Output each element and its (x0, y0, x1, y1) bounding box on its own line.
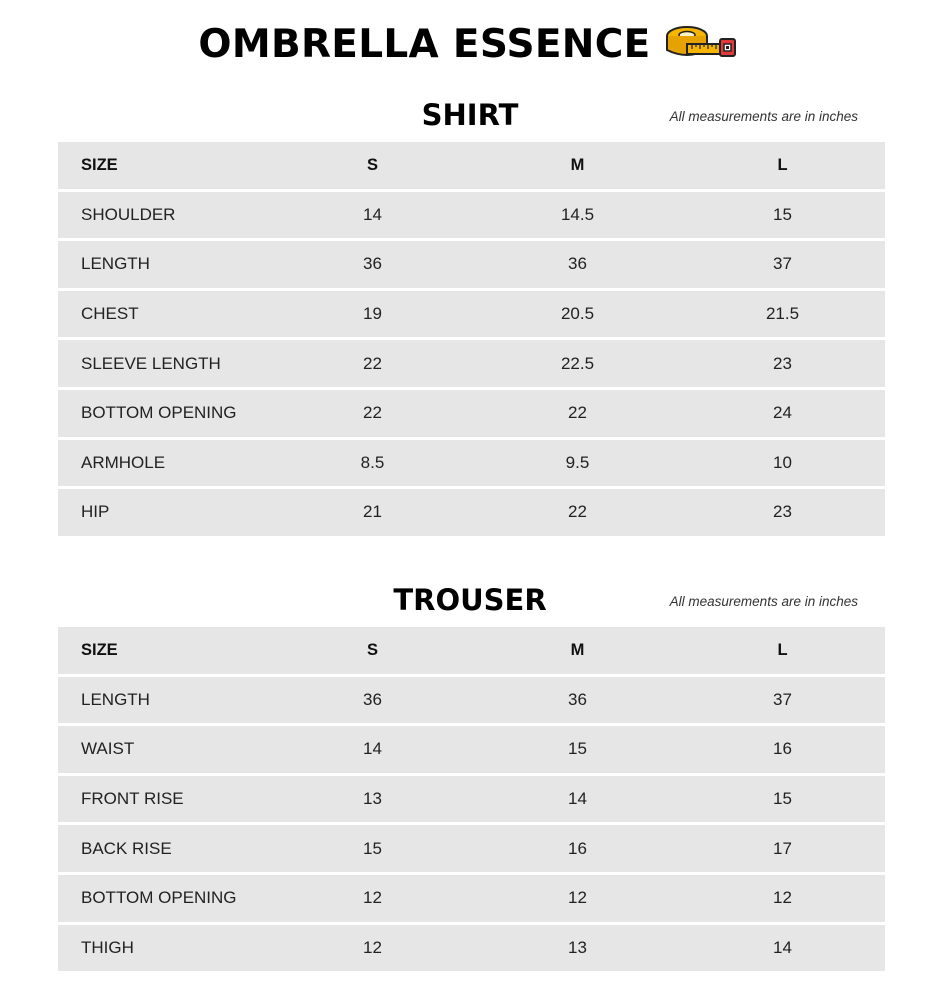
table-row (58, 440, 885, 487)
measurement-label: BOTTOM OPENING (58, 875, 270, 922)
size-value: 22 (475, 390, 680, 437)
table-row (58, 726, 885, 773)
size-value: 21.5 (680, 291, 885, 338)
size-value: 9.5 (475, 440, 680, 487)
size-value: 23 (680, 340, 885, 387)
table-row (58, 489, 885, 536)
size-value: 12 (270, 875, 475, 922)
header-cell: M (475, 142, 680, 189)
measurement-label: HIP (58, 489, 270, 536)
size-value: 36 (475, 677, 680, 724)
size-value: 22 (270, 340, 475, 387)
table-row (58, 390, 885, 437)
size-value: 23 (680, 489, 885, 536)
page-title: OMBRELLA ESSENCE (198, 21, 651, 67)
size-value: 36 (270, 677, 475, 724)
header-cell: L (680, 142, 885, 189)
header-cell: M (475, 627, 680, 674)
measurement-label: CHEST (58, 291, 270, 338)
table-header-row (58, 627, 885, 674)
measurement-label: FRONT RISE (58, 776, 270, 823)
measurement-label: WAIST (58, 726, 270, 773)
size-value: 13 (270, 776, 475, 823)
measurement-label: SHOULDER (58, 192, 270, 239)
size-value: 14 (680, 925, 885, 972)
shirt-section-header (58, 98, 885, 142)
size-value: 22 (475, 489, 680, 536)
table-row (58, 192, 885, 239)
measurement-label: LENGTH (58, 241, 270, 288)
size-value: 16 (680, 726, 885, 773)
size-value: 24 (680, 390, 885, 437)
size-value: 12 (475, 875, 680, 922)
size-value: 21 (270, 489, 475, 536)
table-row (58, 825, 885, 872)
size-value: 14 (475, 776, 680, 823)
table-row (58, 925, 885, 972)
size-value: 22.5 (475, 340, 680, 387)
table-row (58, 875, 885, 922)
size-value: 13 (475, 925, 680, 972)
table-row (58, 677, 885, 724)
shirt-size-section (58, 98, 885, 539)
size-value: 19 (270, 291, 475, 338)
header-cell: L (680, 627, 885, 674)
size-value: 12 (680, 875, 885, 922)
size-value: 36 (475, 241, 680, 288)
shirt-units-note: All measurements are in inches (669, 109, 858, 124)
shirt-title: SHIRT (421, 98, 519, 132)
measurement-label: THIGH (58, 925, 270, 972)
size-value: 15 (475, 726, 680, 773)
size-value: 22 (270, 390, 475, 437)
measurement-label: LENGTH (58, 677, 270, 724)
size-value: 15 (680, 192, 885, 239)
header-cell: S (270, 627, 475, 674)
size-value: 10 (680, 440, 885, 487)
measurement-label: BACK RISE (58, 825, 270, 872)
measurement-label: BOTTOM OPENING (58, 390, 270, 437)
measuring-tape-icon (665, 24, 737, 64)
table-row (58, 291, 885, 338)
trouser-section-header (58, 583, 885, 627)
size-value: 15 (680, 776, 885, 823)
trouser-size-section (58, 583, 885, 974)
size-value: 20.5 (475, 291, 680, 338)
size-value: 14 (270, 726, 475, 773)
shirt-size-table (58, 139, 885, 539)
size-value: 16 (475, 825, 680, 872)
size-value: 14 (270, 192, 475, 239)
table-row (58, 776, 885, 823)
table-row (58, 241, 885, 288)
header-cell: SIZE (58, 142, 270, 189)
size-value: 17 (680, 825, 885, 872)
measurement-label: SLEEVE LENGTH (58, 340, 270, 387)
trouser-title: TROUSER (393, 583, 547, 617)
size-value: 12 (270, 925, 475, 972)
size-value: 37 (680, 241, 885, 288)
size-value: 15 (270, 825, 475, 872)
size-value: 37 (680, 677, 885, 724)
trouser-size-table (58, 624, 885, 974)
measurement-label: ARMHOLE (58, 440, 270, 487)
trouser-units-note: All measurements are in inches (669, 594, 858, 609)
header-cell: S (270, 142, 475, 189)
header-cell: SIZE (58, 627, 270, 674)
size-value: 14.5 (475, 192, 680, 239)
table-header-row (58, 142, 885, 189)
size-value: 36 (270, 241, 475, 288)
table-row (58, 340, 885, 387)
page-header (0, 14, 935, 74)
size-value: 8.5 (270, 440, 475, 487)
